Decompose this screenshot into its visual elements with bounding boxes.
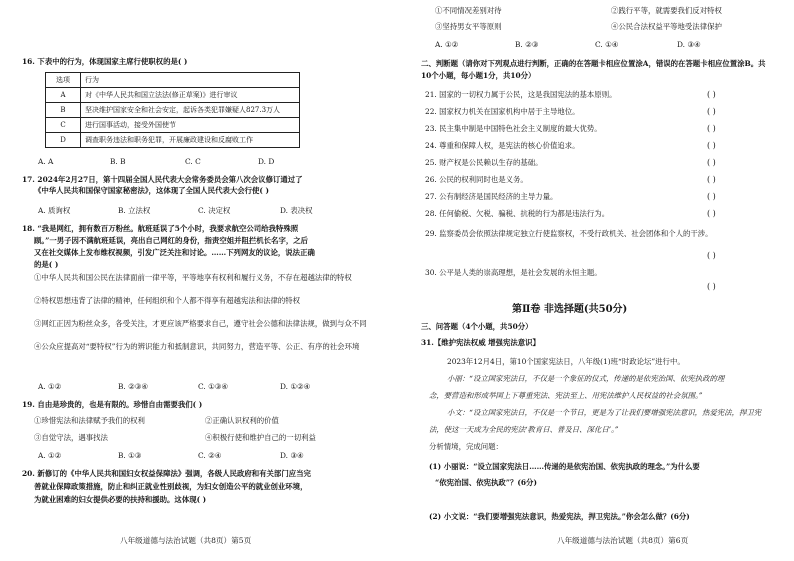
table-cell: A — [46, 88, 81, 103]
q19-choice-2: ②正确认识权利的价值 — [205, 416, 279, 425]
judge-item-24: 24. 尊重和保障人权，是宪法的核心价值追求。 — [425, 141, 580, 150]
table-row — [46, 118, 300, 133]
choice-3: ③坚持男女平等原则 — [435, 22, 502, 31]
answer-paren[interactable]: ( ) — [707, 192, 716, 201]
q16-option-a[interactable]: A. A — [38, 157, 54, 166]
answer-paren[interactable]: ( ) — [707, 209, 716, 218]
q20-line: 20. 新修订的《中华人民共和国妇女权益保障法》强调，各级人民政府和有关部门应当完 — [22, 469, 311, 478]
q18-choice-1: ①中华人民共和国公民在法律面前一律平等，平等地享有权利和履行义务，不存在超越法律的特权 — [34, 273, 352, 282]
q16-option-b[interactable]: B. B — [110, 157, 126, 166]
material-line: 小丽：“设立国家宪法日，不仅是一个象征的仪式，传递的是依宪治国、依宪执政的理 — [447, 374, 725, 383]
q20-line: 为就业困难的妇女提供必要的扶持和援助。这体现( ) — [34, 495, 207, 504]
table-header-option: 选项 — [46, 73, 81, 88]
q18-line: 又在社交媒体上发布维权视频，引发广泛关注和讨论。……下列网友的议论，说法正确 — [34, 248, 315, 257]
option-b[interactable]: B. ②③ — [515, 40, 539, 49]
q18-line: 18. “我是网红，拥有数百万粉丝。航班延误了5个小时，我要求航空公司给我特殊照 — [22, 224, 299, 233]
judge-item-25: 25. 财产权是公民赖以生存的基础。 — [425, 158, 543, 167]
q16-stem: 16. 下表中的行为，体现国家主席行使职权的是( ) — [22, 57, 188, 66]
q18-option-c[interactable]: C. ①③④ — [198, 382, 228, 391]
judge-item-21: 21. 国家的一切权力属于公民，这是我国宪法的基本原则。 — [425, 90, 617, 99]
table-row — [46, 103, 300, 118]
q19-option-a[interactable]: A. ①② — [38, 451, 62, 460]
q19-option-c[interactable]: C. ②④ — [198, 451, 222, 460]
q31-sub-1-cont: “依宪治国、依宪执政”？(6分) — [435, 478, 537, 487]
table-cell: C — [46, 118, 81, 133]
q18-choice-3: ③网红正因为粉丝众多，各受关注，才更应该严格要求自己，遵守社会公德和法律法规，做到与众不同 — [34, 319, 367, 328]
option-a[interactable]: A. ①② — [435, 40, 459, 49]
table-row — [46, 133, 300, 148]
answer-paren[interactable]: ( ) — [707, 158, 716, 167]
answer-paren[interactable]: ( ) — [707, 90, 716, 99]
q16-option-c[interactable]: C. C — [185, 157, 201, 166]
q31-sub-1: (1) 小丽说：“设立国家宪法日……传递的是依宪治国、依宪执政的理念。”为什么要 — [429, 462, 700, 471]
judge-item-22: 22. 国家权力机关在国家机构中居于主导地位。 — [425, 107, 580, 116]
page-footer: 八年级道德与法治试题（共8页）第6页 — [557, 536, 689, 545]
q18-choice-4: ④公众应提高对“要特权”行为的辨识能力和抵制意识，共同努力，营造平等、公正、有序的社会环境 — [34, 342, 360, 351]
q18-option-b[interactable]: B. ②③④ — [118, 382, 149, 391]
answer-paren[interactable]: ( ) — [707, 251, 716, 260]
q31-title: 31.【维护宪法权威 增强宪法意识】 — [421, 338, 540, 347]
table-cell: 对《中华人民共和国立法法(修正草案)》进行审议 — [81, 88, 300, 103]
choice-1: ①不同情况差别对待 — [435, 6, 502, 15]
judge-item-27: 27. 公有制经济是国民经济的主导力量。 — [425, 192, 558, 201]
part-2-title: 第Ⅱ卷 非选择题(共50分) — [512, 304, 628, 315]
q17-line: 《中华人民共和国保守国家秘密法》，这体现了全国人民代表大会行使( ) — [34, 186, 269, 195]
choice-4: ④公民合法权益平等地受法律保护 — [611, 22, 722, 31]
answer-paren[interactable]: ( ) — [707, 175, 716, 184]
answer-paren[interactable]: ( ) — [707, 124, 716, 133]
q16-option-d[interactable]: D. D — [258, 157, 275, 166]
q17-option-a[interactable]: A. 质询权 — [38, 206, 71, 215]
table-cell: 调查职务违法和职务犯罪，开展廉政建设和反腐败工作 — [81, 133, 300, 148]
judge-item-28: 28. 任何偷税、欠税、骗税、抗税的行为都是违法行为。 — [425, 209, 610, 218]
q17-option-b[interactable]: B. 立法权 — [118, 206, 151, 215]
option-c[interactable]: C. ①④ — [595, 40, 619, 49]
q19-choice-4: ④积极行使和维护自己的一切利益 — [205, 433, 316, 442]
table-cell: B — [46, 103, 81, 118]
q18-option-a[interactable]: A. ①② — [38, 382, 62, 391]
q19-choice-3: ③自觉守法，遇事找法 — [34, 433, 108, 442]
q19-option-b[interactable]: B. ①③ — [118, 451, 142, 460]
judge-item-29: 29. 监察委员会依照法律规定独立行使监察权，不受行政机关、社会团体和个人的干涉。 — [425, 229, 713, 238]
table-row — [46, 88, 300, 103]
answer-paren[interactable]: ( ) — [707, 141, 716, 150]
section-3-title: 三、问答题（4个小题，共50分） — [421, 322, 533, 331]
table-cell: 坚决维护国家安全和社会安定，起诉各类犯罪嫌疑人827.3万人 — [81, 103, 300, 118]
q17-line: 17. 2024年2月27日，第十四届全国人民代表大会常务委员会第八次会议修订通过了 — [22, 175, 303, 184]
answer-paren[interactable]: ( ) — [707, 107, 716, 116]
table-cell: 进行国事活动，接受外国使节 — [81, 118, 300, 133]
exam-page-6 — [397, 0, 794, 561]
q19-stem: 19. 自由是珍贵的，也是有限的。珍惜自由需要我们( ) — [22, 400, 203, 409]
judge-item-30: 30. 公平是人类的崇高理想，是社会发展的永恒主题。 — [425, 268, 602, 277]
q18-option-d[interactable]: D. ①②④ — [280, 382, 311, 391]
judge-item-26: 26. 公民的权利同时也是义务。 — [425, 175, 528, 184]
material-line: 分析情境，完成问题： — [429, 442, 503, 451]
section-2-title: 二、判断题（请你对下列观点进行判断，正确的在答题卡相应位置涂A，错误的在答题卡相应位置涂B。共10个小题，每小题1分，共10分） — [421, 59, 766, 80]
material-line: 2023年12月4日，第10个国家宪法日，八年级(1)班“时政论坛”进行中。 — [447, 357, 685, 366]
choice-2: ②践行平等，就需要我们反对特权 — [611, 6, 722, 15]
material-line: 念，要营造和形成举国上下尊重宪法、宪法至上、用宪法维护人民权益的社会氛围。” — [429, 391, 703, 400]
table-header-behavior: 行为 — [81, 73, 300, 88]
q18-choice-2: ②特权思想违背了法律的精神，任何组织和个人都不得享有超越宪法和法律的特权 — [34, 296, 301, 305]
judge-item-23: 23. 民主集中制是中国特色社会主义制度的最大优势。 — [425, 124, 602, 133]
material-line: 小文：“设立国家宪法日，不仅是一个节日，更是为了让我们要增强宪法意识，热爱宪法，捍卫宪 — [447, 408, 762, 417]
q20-line: 善就业保障政策措施，防止和纠正就业性别歧视，为妇女创造公平的就业创业环境， — [34, 482, 308, 491]
answer-paren[interactable]: ( ) — [707, 282, 716, 291]
q19-option-d[interactable]: D. ③④ — [280, 451, 304, 460]
q19-choice-1: ①珍惜宪法和法律赋予我们的权利 — [34, 416, 145, 425]
q18-line: 的是( ) — [34, 260, 59, 269]
q18-line: 顾。”一男子因不满航班延误，亮出自己网红的身份，指责空姐并阻拦机长名字，之后 — [34, 236, 309, 245]
table-row — [46, 73, 300, 88]
page-footer: 八年级道德与法治试题（共8页）第5页 — [120, 536, 252, 545]
q31-sub-2: (2) 小文说：“我们要增强宪法意识，热爱宪法，捍卫宪法。”你会怎么做？(6分) — [429, 512, 690, 521]
q17-option-c[interactable]: C. 决定权 — [198, 206, 231, 215]
material-line: 法，使这一天成为全民的宪法‘教育日、普及日、深化日’。” — [429, 425, 619, 434]
table-cell: D — [46, 133, 81, 148]
q16-table — [45, 72, 300, 148]
option-d[interactable]: D. ③④ — [677, 40, 701, 49]
q17-option-d[interactable]: D. 表决权 — [280, 206, 313, 215]
